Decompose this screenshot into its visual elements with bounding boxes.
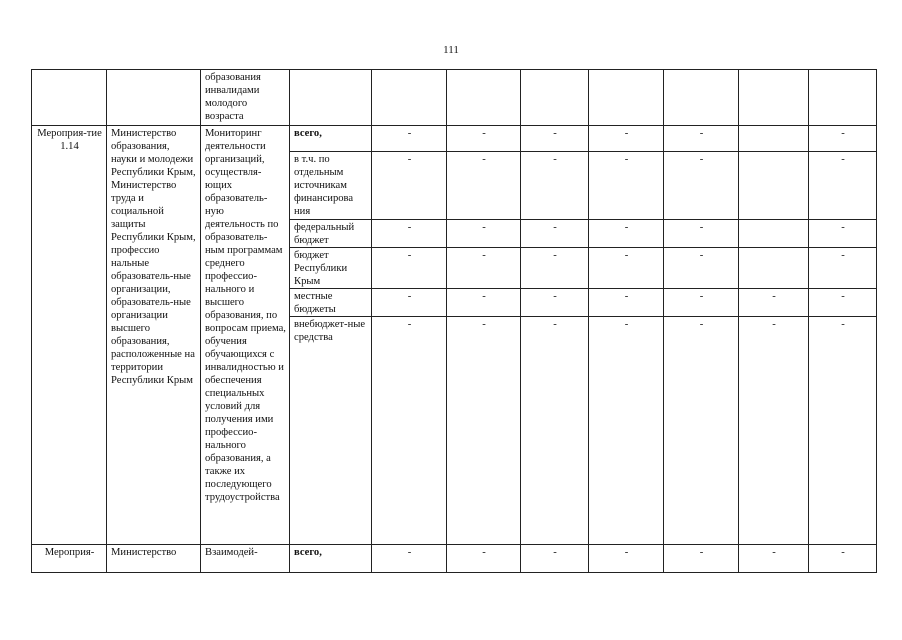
- value-cell: -: [809, 152, 877, 220]
- measure-name: Мероприя-тие 1.14: [32, 126, 107, 545]
- value-cell: -: [589, 220, 664, 248]
- cell-empty: [447, 70, 521, 126]
- next-measure-description: Взаимодей-: [201, 545, 290, 573]
- value-cell: -: [521, 152, 589, 220]
- value-cell: -: [372, 220, 447, 248]
- value-cell: -: [521, 248, 589, 289]
- value-cell: -: [589, 545, 664, 573]
- value-cell: -: [447, 545, 521, 573]
- funding-source: федеральный бюджет: [290, 220, 372, 248]
- value-cell: -: [521, 220, 589, 248]
- value-cell: -: [664, 126, 739, 152]
- value-cell: [739, 152, 809, 220]
- value-cell: -: [589, 152, 664, 220]
- value-cell: -: [589, 126, 664, 152]
- value-cell: -: [664, 289, 739, 317]
- value-cell: -: [589, 289, 664, 317]
- cell-empty: [589, 70, 664, 126]
- value-cell: -: [447, 289, 521, 317]
- value-cell: -: [447, 317, 521, 545]
- value-cell: -: [664, 220, 739, 248]
- value-cell: -: [372, 248, 447, 289]
- value-cell: -: [809, 317, 877, 545]
- value-cell: -: [809, 248, 877, 289]
- next-measure-name: Мероприя-: [32, 545, 107, 573]
- value-cell: -: [521, 545, 589, 573]
- value-cell: -: [372, 545, 447, 573]
- value-cell: [739, 126, 809, 152]
- value-cell: -: [739, 289, 809, 317]
- funding-source: местные бюджеты: [290, 289, 372, 317]
- value-cell: -: [447, 220, 521, 248]
- funding-source: всего,: [290, 126, 372, 152]
- cell-empty: [372, 70, 447, 126]
- value-cell: -: [664, 152, 739, 220]
- value-cell: [739, 220, 809, 248]
- value-cell: -: [809, 220, 877, 248]
- value-cell: -: [664, 248, 739, 289]
- cell-empty: [32, 70, 107, 126]
- program-table: [31, 69, 877, 573]
- value-cell: -: [521, 289, 589, 317]
- value-cell: -: [372, 152, 447, 220]
- funding-source: внебюджет-ные средства: [290, 317, 372, 545]
- value-cell: -: [664, 317, 739, 545]
- value-cell: -: [739, 317, 809, 545]
- value-cell: -: [372, 317, 447, 545]
- value-cell: -: [664, 545, 739, 573]
- value-cell: -: [809, 289, 877, 317]
- value-cell: -: [809, 126, 877, 152]
- funding-source: в т.ч. по отдельным источникам финансирова ния: [290, 152, 372, 220]
- cell-empty: [521, 70, 589, 126]
- cell-empty: [107, 70, 201, 126]
- cell-empty: [664, 70, 739, 126]
- value-cell: [739, 248, 809, 289]
- value-cell: -: [809, 545, 877, 573]
- cell-empty: [290, 70, 372, 126]
- continuation-description: образования инвалидами молодого возраста: [201, 70, 290, 126]
- value-cell: -: [521, 317, 589, 545]
- value-cell: -: [589, 248, 664, 289]
- measure-row-total: [32, 126, 877, 152]
- value-cell: -: [372, 126, 447, 152]
- funding-source: всего,: [290, 545, 372, 573]
- measure-executors: Министерство образования, науки и молодежи Республики Крым, Министерство труда и социальной защиты Республики Крым, профессио нальные образователь-ные организации, образователь-ные организации высшего образования, расположенные на территории Республики Крым: [107, 126, 201, 545]
- next-measure-row: [32, 545, 877, 573]
- continuation-row: [32, 70, 877, 126]
- value-cell: -: [372, 289, 447, 317]
- value-cell: -: [447, 152, 521, 220]
- next-measure-executors: Министерство: [107, 545, 201, 573]
- measure-description: Мониторинг деятельности организаций, осуществля-ющих образователь-ную деятельность по образователь-ным программам среднего профессио-нального и высшего образования, по вопросам приема, обучения обучающихся с инвалидностью и обеспечения специальных условий для получения ими профессио-нального образования, а также их последующего трудоустройства: [201, 126, 290, 545]
- funding-source: бюджет Республики Крым: [290, 248, 372, 289]
- page-number: 111: [443, 44, 459, 56]
- cell-empty: [739, 70, 809, 126]
- cell-empty: [809, 70, 877, 126]
- value-cell: -: [589, 317, 664, 545]
- value-cell: -: [447, 248, 521, 289]
- value-cell: -: [447, 126, 521, 152]
- value-cell: -: [521, 126, 589, 152]
- value-cell: -: [739, 545, 809, 573]
